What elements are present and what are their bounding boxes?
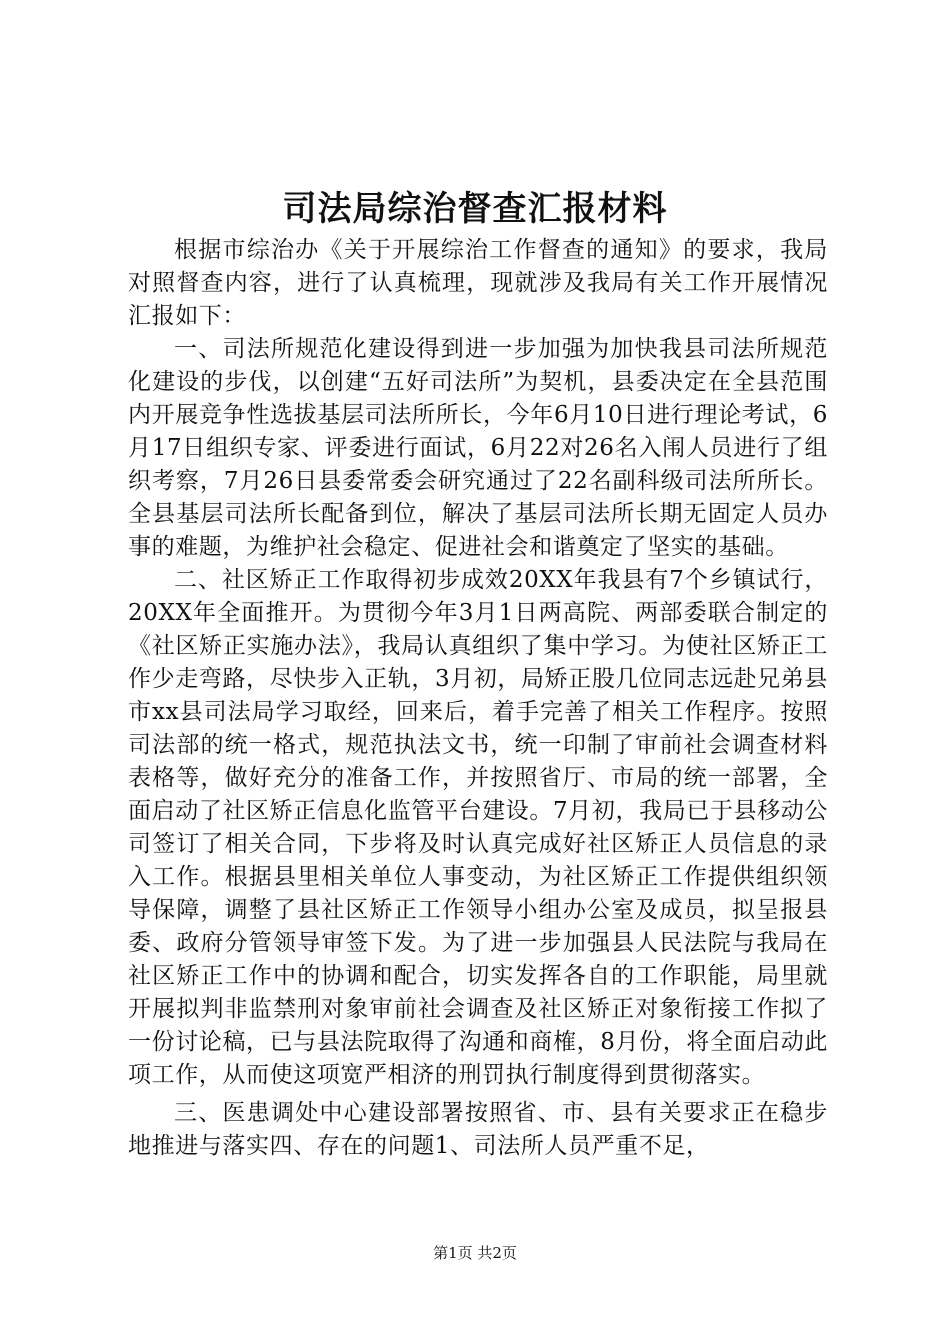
paragraph-intro: 根据市综治办《关于开展综治工作督查的通知》的要求，我局对照督查内容，进行了认真梳理，现就涉及我局有关工作开展情况汇报如下： [128,237,828,329]
paragraph-section-2: 二、社区矫正工作取得初步成效20XX年我县有7个乡镇试行，20XX年全面推开。为贯彻今年3月1日两高院、两部委联合制定的《社区矫正实施办法》，我局认真组织了集中学习。为使社区矫正工作少走弯路，尽快步入正轨，3月初，局矫正股几位同志远赴兄弟县市xx县司法局学习取经，回来后，着手完善了相关工作程序。按照司法部的统一格式，规范执法文书，统一印制了审前社会调查材料表格等，做好充分的准备工作，并按照省厅、市局的统一部署，全面启动了社区矫正信息化监管平台建设。7月初，我局已于县移动公司签订了相关合同，下步将及时认真完成好社区矫正人员信息的录入工作。根据县里相关单位人事变动，为社区矫正工作提供组织领导保障，调整了县社区矫正工作领导小组办公室及成员，拟呈报县委、政府分管领导审签下发。为了进一步加强县人民法院与我局在社区矫正工作中的协调和配合，切实发挥各自的工作职能，局里就开展拟判非监禁刑对象审前社会调查及社区矫正对象衔接工作拟了一份讨论稿，已与县法院取得了沟通和商榷，8月份，将全面启动此项工作，从而使这项宽严相济的刑罚执行制度得到贯彻落实。 [128,567,828,1088]
document-body [128,234,828,1163]
paragraph-section-3: 三、医患调处中心建设部署按照省、市、县有关要求正在稳步地推进与落实四、存在的问题1、司法所人员严重不足， [128,1100,828,1159]
document-title: 司法局综治督查汇报材料 [282,189,668,229]
page-footer: 第1页 共2页 [433,1244,517,1262]
paragraph-section-1: 一、司法所规范化建设得到进一步加强为加快我县司法所规范化建设的步伐，以创建“五好司法所”为契机，县委决定在全县范围内开展竞争性选拔基层司法所所长，今年6月10日进行理论考试，6月17日组织专家、评委进行面试，6月22对26名入闱人员进行了组织考察，7月26日县委常委会研究通过了22名副科级司法所所长。全县基层司法所长配备到位，解决了基层司法所长期无固定人员办事的难题，为维护社会稳定、促进社会和谐奠定了坚实的基础。 [128,336,828,560]
